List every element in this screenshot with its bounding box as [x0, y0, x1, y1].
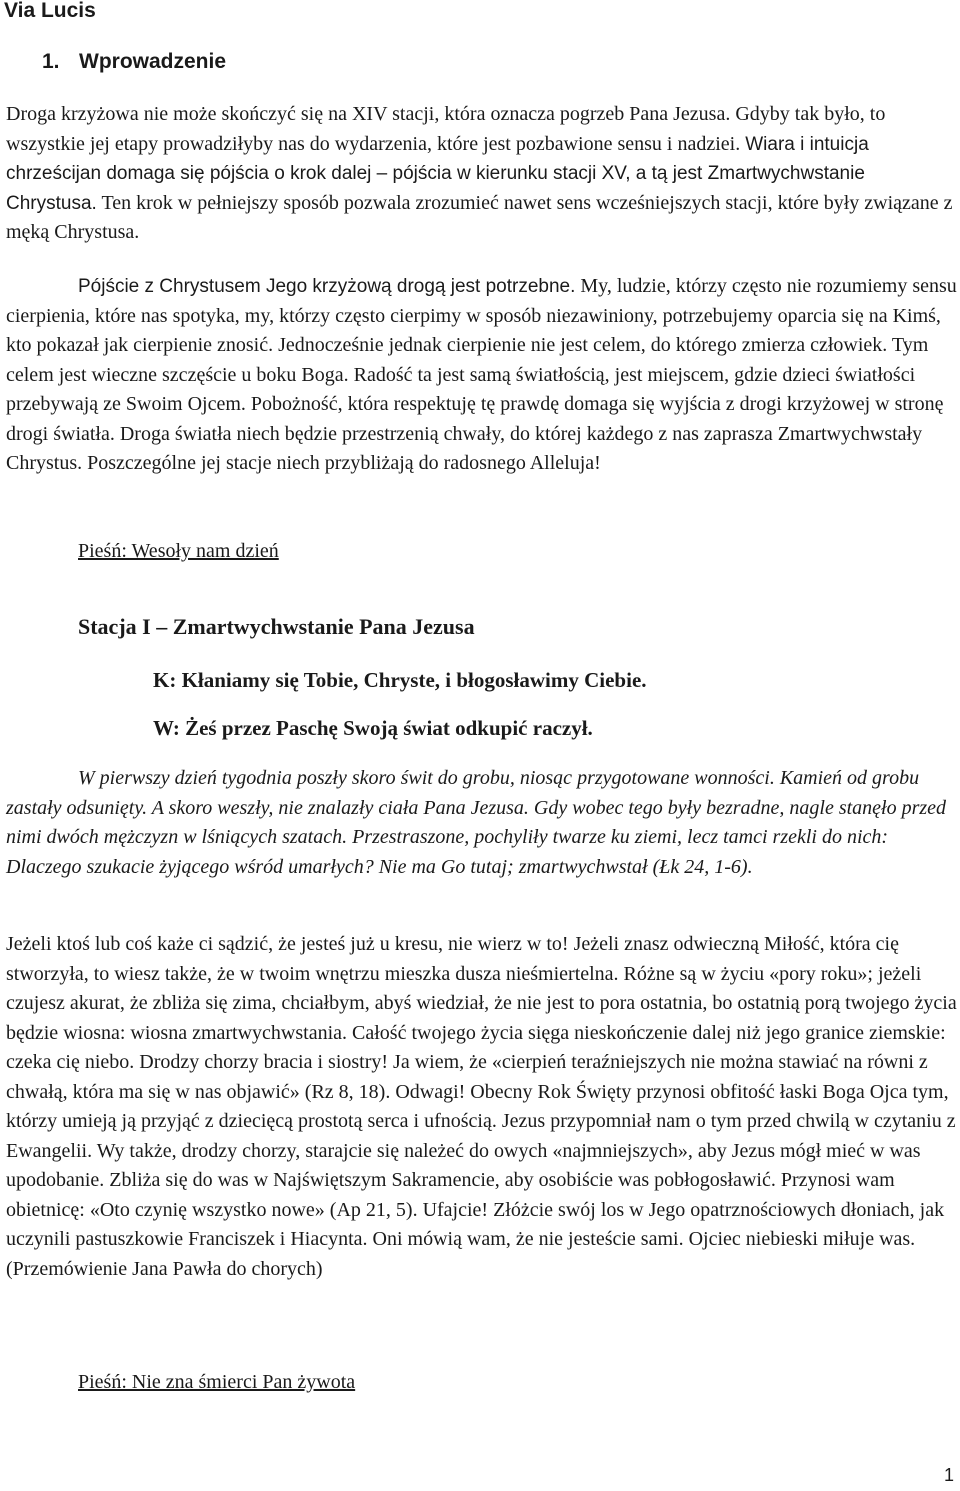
intro-paragraph-1-end: Ten krok w pełniejszy sposób pozwala zrozumieć nawet sens wcześniejszych stacji, które były związane z męką Chrystusa.	[6, 191, 953, 243]
intro-heading-number: 1.	[42, 50, 60, 73]
intro-paragraph-1-serif: Droga krzyżowa nie może skończyć się na XIV stacji, która oznacza pogrzeb Pana Jezusa. Gdyby tak było, to wszystkie jej etapy prowadziłyby nas do wydarzenia, które jest pozbawione sensu i nadziei.	[6, 103, 886, 155]
response-k: K: Kłaniamy się Tobie, Chryste, i błogosławimy Ciebie.	[153, 668, 647, 692]
song-title-1: Pieśń: Wesoły nam dzień	[78, 540, 279, 562]
page-number: 1	[943, 1465, 954, 1485]
intro-paragraph-2	[6, 272, 958, 479]
intro-paragraph-1-sans: Wiara i intuicja chrześcijan domaga się pójścia o krok dalej – pójścia w kierunku stacji XV, a tą jest Zmartwychwstanie Chrystusa.	[6, 133, 869, 214]
station-title: Stacja I – Zmartwychwstanie Pana Jezusa	[78, 614, 475, 639]
song-title-2: Pieśń: Nie zna śmierci Pan żywota	[78, 1371, 356, 1393]
intro-heading	[42, 47, 226, 77]
scripture-reading: W pierwszy dzień tygodnia poszły skoro świt do grobu, niosąc przygotowane wonności. Kamień od grobu zastały odsunięty. A skoro weszły, nie znalazły ciała Pana Jezusa. Gdy wobec tego były bezradne, nagle stanęło przed nimi dwóch mężczyzn w lśniących szatach. Przestraszone, pochyliły twarze ku ziemi, lecz tamci rzekli do nich: Dlaczego szukacie żyjącego wśród umarłych? Nie ma Go tutaj; zmartwychwstał (Łk 24, 1-6).	[6, 767, 947, 878]
meditation-paragraph: Jeżeli ktoś lub coś każe ci sądzić, że jesteś już u kresu, nie wierz w to! Jeżeli znasz odwieczną Miłość, która cię stworzyła, to wiesz także, że w twoim wnętrzu mieszka dusza nieśmiertelna. Różne są w życiu «pory roku»; jeżeli czujesz akurat, że zbliża się zima, chciałbym, abyś wiedział, że nie jest to pora ostatnia, bo ostatnią porą twojego życia będzie wiosna: wiosna zmartwychwstania. Całość twojego życia sięga nieskończenie dalej niż jego granice ziemskie: czeka cię niebo. Drodzy chorzy bracia i siostry! Ja wiem, że «cierpień teraźniejszych nie można stawiać na równi z chwałą, która ma się w nas objawić» (Rz 8, 18). Odwagi! Obecny Rok Święty przynosi obfitość łaski Boga Ojca tym, którzy umieją ją przyjąć z dziecięcą prostotą serca i ufnością. Jezus przypomniał nam o tym przed chwilą w czytaniu z Ewangelii. Wy także, drodzy chorzy, starajcie się należeć do owych «najmniejszych», aby Jezus mógł mieć w was upodobanie. Zbliża się do was w Najświętszym Sakramencie, aby osobiście was pobłogosławić. Przynosi wam obietnicę: «Oto czynię wszystko nowe» (Ap 21, 5). Ufajcie! Złóżcie swój los w Jego opatrznościowych dłoniach, jak uczynili pastuszkowie Franciszek i Hiacynta. Oni mówią wam, że nie jesteście sami. Ojciec niebieski miłuje was. (Przemówienie Jana Pawła do chorych)	[6, 933, 957, 1280]
intro-heading-text: Wprowadzenie	[79, 50, 227, 73]
document-title: Via Lucis	[4, 0, 96, 22]
intro-paragraph-2-serif: My, ludzie, którzy często nie rozumiemy sensu cierpienia, które nas spotyka, my, którzy często cierpimy w sposób niezawiniony, potrzebujemy oparcia się na Kimś, kto pokazał jak cierpienie znosić. Jednocześnie jednak cierpienie nie jest celem, do którego zmierza człowiek. Tym celem jest wieczne szczęście u boku Boga. Radość ta jest samą światłością, jest miejscem, gdzie dzieci światłości przebywają ze Swoim Ojcem. Pobożność, która respektuję tę prawdę domaga się wyjścia z drogi krzyżowej w stronę drogi światła. Droga światła niech będzie przestrzenią chwały, do której każdego z nas zaprasza Zmartwychwstały Chrystus. Poszczególne jej stacje niech przybliżają do radosnego Alleluja!	[6, 275, 957, 474]
response-w: W: Żeś przez Paschę Swoją świat odkupić raczył.	[153, 716, 593, 740]
intro-paragraph-2-sans: Pójście z Chrystusem Jego krzyżową drogą jest potrzebne.	[78, 276, 576, 297]
intro-paragraph-1	[6, 100, 958, 248]
